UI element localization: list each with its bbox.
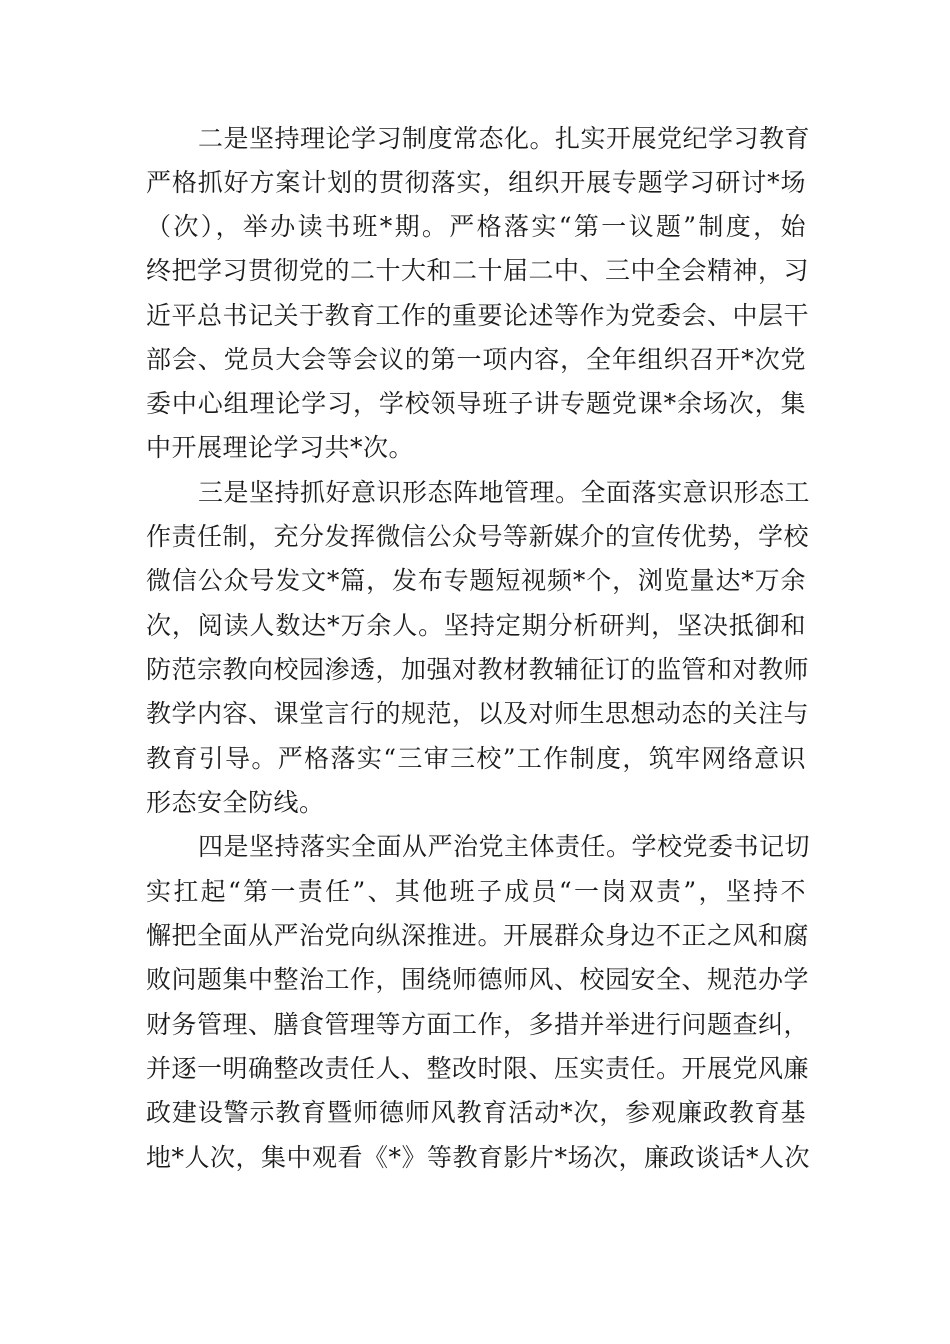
- text-line: 败问题集中整治工作，围绕师德师风、校园安全、规范办学: [146, 965, 810, 994]
- text-line: 政建设警示教育暨师德师风教育活动*次，参观廉政教育基: [146, 1098, 806, 1127]
- text-line: 终把学习贯彻党的二十大和二十届二中、三中全会精神，习: [146, 256, 810, 285]
- text-line: 四是坚持落实全面从严治党主体责任。学校党委书记切: [198, 832, 811, 861]
- text-line: 严格抓好方案计划的贯彻落实，组织开展专题学习研讨*场: [146, 168, 806, 197]
- text-line: 防范宗教向校园渗透，加强对教材教辅征订的监管和对教师: [146, 655, 810, 684]
- text-line: 懈把全面从严治党向纵深推进。开展群众身边不正之风和腐: [146, 921, 810, 950]
- text-line: 财务管理、膳食管理等方面工作，多措并举进行问题查纠，: [146, 1010, 810, 1039]
- text-line: 微信公众号发文*篇，发布专题短视频*个，浏览量达*万余: [146, 566, 806, 595]
- text-line: 次，阅读人数达*万余人。坚持定期分析研判，坚决抵御和: [146, 611, 806, 640]
- text-line: 实扛起“第一责任”、其他班子成员“一岗双责”，坚持不: [146, 877, 806, 906]
- text-line: 二是坚持理论学习制度常态化。扎实开展党纪学习教育: [198, 124, 811, 153]
- text-line: 地*人次，集中观看《*》等教育影片*场次，廉政谈话*人次: [146, 1143, 811, 1172]
- text-line: 并逐一明确整改责任人、整改时限、压实责任。开展党风廉: [146, 1054, 810, 1083]
- text-line: 中开展理论学习共*次。: [146, 433, 415, 462]
- text-line: 部会、党员大会等会议的第一项内容，全年组织召开*次党: [146, 345, 806, 374]
- text-line: 三是坚持抓好意识形态阵地管理。全面落实意识形态工: [198, 478, 811, 507]
- text-line: 近平总书记关于教育工作的重要论述等作为党委会、中层干: [146, 301, 810, 330]
- text-line: 形态安全防线。: [146, 788, 325, 817]
- text-line: 作责任制，充分发挥微信公众号等新媒介的宣传优势，学校: [146, 522, 810, 551]
- text-line: 教育引导。严格落实“三审三校”工作制度，筑牢网络意识: [146, 744, 806, 773]
- text-line: （次），举办读书班*期。严格落实“第一议题”制度，始: [146, 212, 806, 241]
- text-line: 委中心组理论学习，学校领导班子讲专题党课*余场次，集: [146, 389, 806, 418]
- text-line: 教学内容、课堂言行的规范，以及对师生思想动态的关注与: [146, 699, 810, 728]
